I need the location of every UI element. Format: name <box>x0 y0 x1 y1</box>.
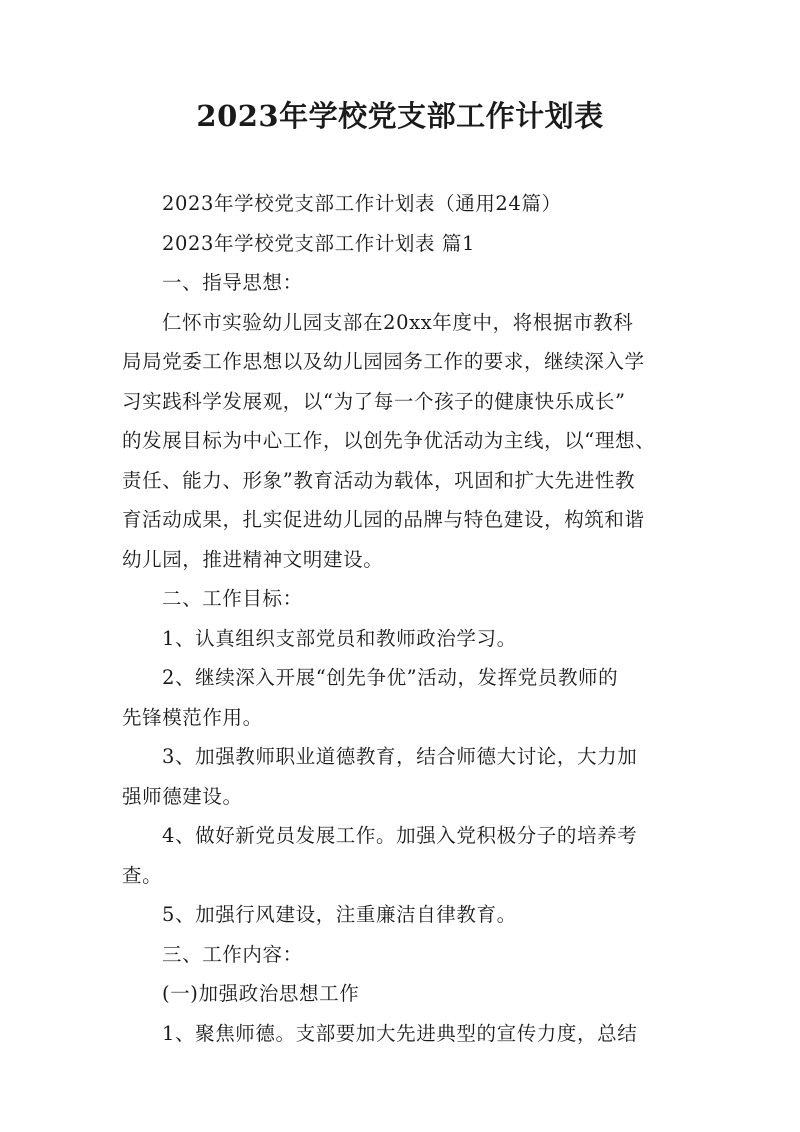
text-line: 仁怀市实验幼儿园支部在20xx年度中，将根据市教科 <box>162 310 634 334</box>
text-line: 2023年学校党支部工作计划表 篇1 <box>162 231 476 255</box>
text-line: 的发展目标为中心工作，以创先争优活动为主线，以“理想、 <box>122 429 656 452</box>
text-line: 育活动成果，扎实促进幼儿园的品牌与特色建设，构筑和谐 <box>122 508 645 531</box>
document-title: 2023年学校党支部工作计划表 <box>196 99 604 133</box>
section-heading: 二、工作目标： <box>162 587 303 610</box>
text-line: 先锋模范作用。 <box>122 705 263 729</box>
list-item: 2、继续深入开展“创先争优”活动，发挥党员教师的 <box>162 666 619 689</box>
subsection-heading: (一)加强政治思想工作 <box>162 982 360 1005</box>
list-item: 4、做好新党员发展工作。加强入党积极分子的培养考 <box>162 824 638 847</box>
text-line: 责任、能力、形象”教育活动为载体，巩固和扩大先进性教 <box>122 468 636 492</box>
section-heading: 三、工作内容： <box>162 942 303 966</box>
text-line: 强师德建设。 <box>122 784 243 808</box>
list-item: 3、加强教师职业道德教育，结合师德大讨论，大力加 <box>162 745 638 768</box>
list-item: 1、认真组织支部党员和教师政治学习。 <box>162 626 517 650</box>
text-line: 局局党委工作思想以及幼儿园园务工作的要求，继续深入学 <box>122 350 645 373</box>
text-line: 2023年学校党支部工作计划表（通用24篇） <box>162 192 562 215</box>
document-body <box>122 184 684 1053</box>
text-line: 习实践科学发展观，以“为了每一个孩子的健康快乐成长” <box>122 389 626 413</box>
section-heading: 一、指导思想： <box>162 271 303 294</box>
text-line: 幼儿园，推进精神文明建设。 <box>122 547 384 571</box>
list-item: 1、聚焦师德。支部要加大先进典型的宣传力度，总结 <box>162 1021 638 1045</box>
list-item: 5、加强行风建设，注重廉洁自律教育。 <box>162 903 517 926</box>
text-line: 查。 <box>122 863 163 887</box>
